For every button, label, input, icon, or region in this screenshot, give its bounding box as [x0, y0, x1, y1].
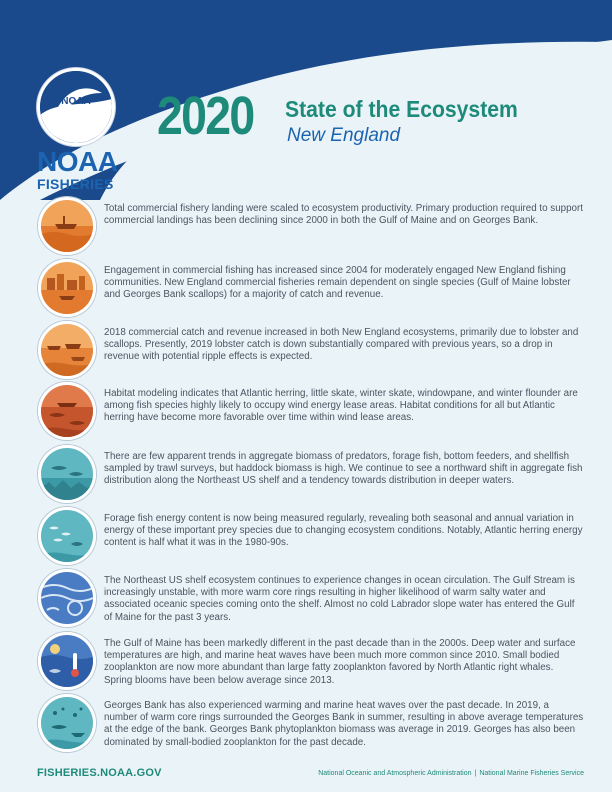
fishing-boat-icon [38, 197, 96, 255]
item-text: The Gulf of Maine has been markedly different in the past decade than in the 2000s. Deep water and surface temperatures are high, and marine heat waves have been much more common since 2010. Small bodied zooplankton are now more abundant than large fatty zooplankton favored by North Atlantic right whales. Spring blooms have been below average since 2013. [104, 638, 576, 686]
footer-agency [318, 770, 584, 777]
footer-separator: | [474, 770, 477, 777]
ocean-temperature-icon [38, 632, 96, 690]
item-text: Forage fish energy content is now being measured regularly, revealing both seasonal and annual variation in energy of these important prey species due to changing ecosystem conditions. Notably, Atlantic herring energy content is half what it was in the 1980-90s. [104, 513, 583, 549]
noaa-emblem-text: NOAA [61, 96, 91, 107]
list-item [38, 694, 586, 756]
item-text: 2018 commercial catch and revenue increased in both New England ecosystems, primarily due to lobster and scallops. Presently, 2019 lobster catch is down substantially compared with previous years, so a drop in revenue with potential ripple effects is expected. [104, 327, 579, 363]
seafloor-fish-icon [38, 445, 96, 503]
item-text: Habitat modeling indicates that Atlantic herring, little skate, winter skate, windowpane, and winter flounder are among fish species highly likely to occupy wind energy lease areas. Habitat conditions for all but Atlantic herring have become more favorable over time within wind lease areas. [104, 388, 578, 424]
list-item [38, 382, 586, 444]
page-title: State of the Ecosystem [285, 96, 518, 122]
item-text: Engagement in commercial fishing has increased since 2004 for moderately engaged New England fishing communities. New England commercial fisheries remain dependent on single species (Gulf of Maine lobster and Georges Bank scallops) for a majority of catch and revenue. [104, 265, 571, 301]
page-subtitle: New England [287, 125, 401, 146]
harbor-town-icon [38, 259, 96, 317]
list-item [38, 507, 586, 569]
logo-wordmark-sub: FISHERIES [37, 176, 114, 192]
list-item [38, 445, 586, 507]
noaa-fisheries-logo[interactable] [37, 68, 118, 192]
logo-wordmark: NOAA [37, 146, 118, 177]
noaa-emblem [37, 68, 115, 146]
list-item [38, 259, 586, 321]
item-text: Total commercial fishery landing were scaled to ecosystem productivity. Primary production required to support commercial landings has been declining since 2000 in both the Gulf of Maine and on Georges Bank. [104, 203, 583, 227]
item-text: Georges Bank has also experienced warming and marine heat waves over the past decade. In 2019, a number of warm core rings surrounded the Georges Bank in summer, resulting in above average temperatures at the edge of the bank. Georges Bank phytoplankton biomass was average in 2019. Georges has also been dominated by small-bodied zooplankton for the past decade. [104, 700, 584, 748]
forage-fish-icon [38, 507, 96, 565]
wind-energy-icon [38, 382, 96, 440]
item-text: There are few apparent trends in aggregate biomass of predators, forage fish, bottom feeders, and shellfish sampled by trawl surveys, but haddock biomass is high. We continue to see a northward shift in aggregate fish distribution along the Northeast US shelf and a tendency towards distribution in deeper waters. [104, 451, 583, 487]
list-item [38, 569, 586, 631]
footer-agency-name: National Oceanic and Atmospheric Administration [318, 770, 472, 777]
list-item [38, 632, 586, 694]
footer-website-link[interactable]: FISHERIES.NOAA.GOV [37, 767, 162, 779]
item-text: The Northeast US shelf ecosystem continues to experience changes in ocean circulation. The Gulf Stream is increasingly unstable, with more warm core rings resulting in higher likelihood of warm salty water and associated oceanic species coming onto the shelf. Almost no cold Labrador slope water has entered the Gulf of Maine for the past 3 years. [104, 575, 575, 623]
ocean-circulation-icon [38, 569, 96, 627]
plankton-icon [38, 694, 96, 752]
fishing-fleet-icon [38, 321, 96, 379]
report-year: 2020 [157, 86, 254, 146]
footer-service-name: National Marine Fisheries Service [479, 770, 584, 777]
list-item [38, 197, 586, 259]
list-item [38, 321, 586, 383]
